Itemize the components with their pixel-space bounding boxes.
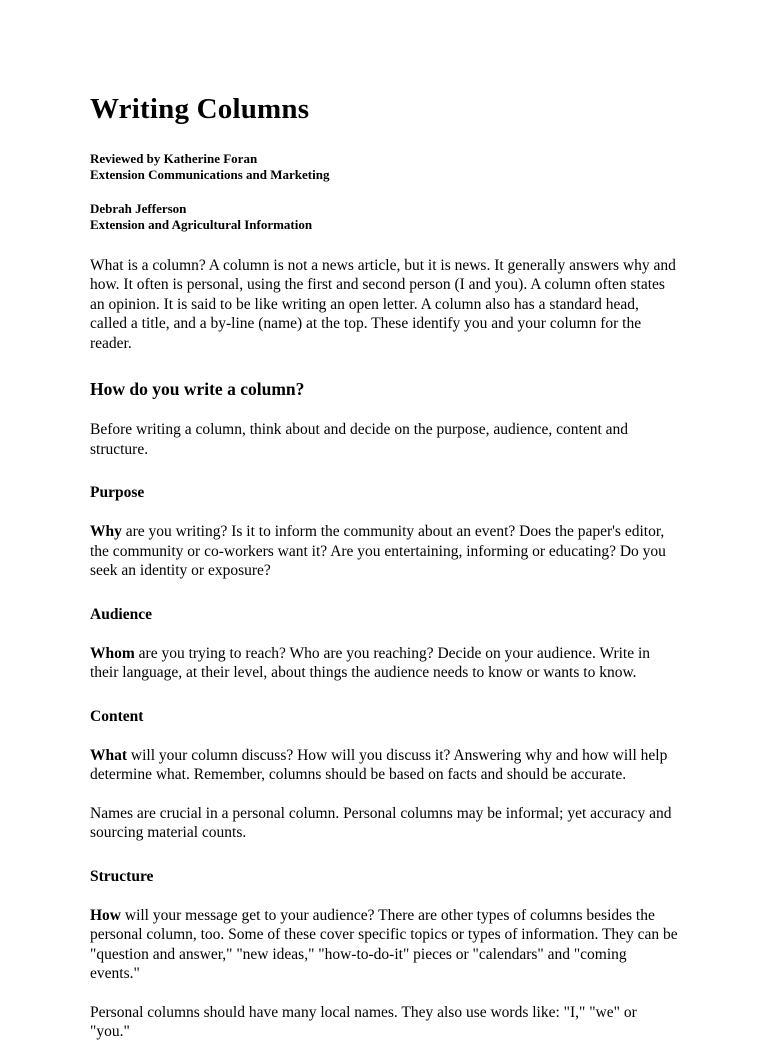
byline-reviewer-name: Reviewed by Katherine Foran	[90, 150, 258, 166]
section-heading-how-to-write: How do you write a column?	[90, 379, 305, 400]
paragraph-content-1	[90, 746, 678, 785]
paragraph-purpose-text: are you writing? Is it to inform the community about an event? Does the paper's editor, the community or co-workers want it? Are you entertaining, informing or educating? Do you seek an identity or exposure?	[90, 523, 666, 580]
paragraph-structure-1-text: will your message get to your audience? There are other types of columns besides the personal column, too. Some of these cover specific topics or types of information. They can be "question and answer," "new ideas," "how-to-do-it" pieces or "calendars" and "coming events."	[90, 906, 678, 983]
subsection-heading-content: Content	[90, 707, 144, 725]
paragraph-audience-text: are you trying to reach? Who are you reaching? Decide on your audience. Write in their language, at their level, about things the audience needs to know or wants to know.	[90, 644, 651, 682]
lead-word-whom: Whom	[90, 644, 135, 662]
byline-author-org: Extension and Agricultural Information	[90, 217, 313, 233]
lead-word-what: What	[90, 746, 128, 764]
subsection-heading-purpose: Purpose	[90, 484, 145, 502]
paragraph-structure-1	[90, 906, 678, 984]
lead-word-why: Why	[90, 523, 122, 541]
byline-reviewer-org: Extension Communications and Marketing	[90, 167, 330, 183]
byline-author-name: Debrah Jefferson	[90, 200, 187, 216]
paragraph-intro: What is a column? A column is not a news article, but it is news. It generally answers why and how. It often is personal, using the first and second person (I and you). A column often states an opinion. It is said to be like writing an open letter. A column also has a standard head, called a title, and a by-line (name) at the top. These identify you and your column for the reader.	[90, 256, 676, 352]
byline-author	[90, 201, 678, 234]
paragraph-structure-2: Personal columns should have many local names. They also use words like: "I," "we" or "you."	[90, 1003, 637, 1041]
byline-reviewer	[90, 151, 678, 184]
page-title: Writing Columns	[90, 93, 310, 125]
subsection-heading-structure: Structure	[90, 867, 154, 885]
subsection-heading-audience: Audience	[90, 605, 152, 623]
paragraph-purpose	[90, 522, 678, 581]
paragraph-section-intro: Before writing a column, think about and decide on the purpose, audience, content and structure.	[90, 421, 629, 458]
paragraph-content-1-text: will your column discuss? How will you discuss it? Answering why and how will help determine what. Remember, columns should be based on facts and should be accurate.	[90, 746, 668, 784]
paragraph-content-2: Names are crucial in a personal column. Personal columns may be informal; yet accuracy and sourcing material counts.	[90, 804, 672, 842]
paragraph-audience	[90, 644, 678, 683]
lead-word-how: How	[90, 906, 121, 924]
